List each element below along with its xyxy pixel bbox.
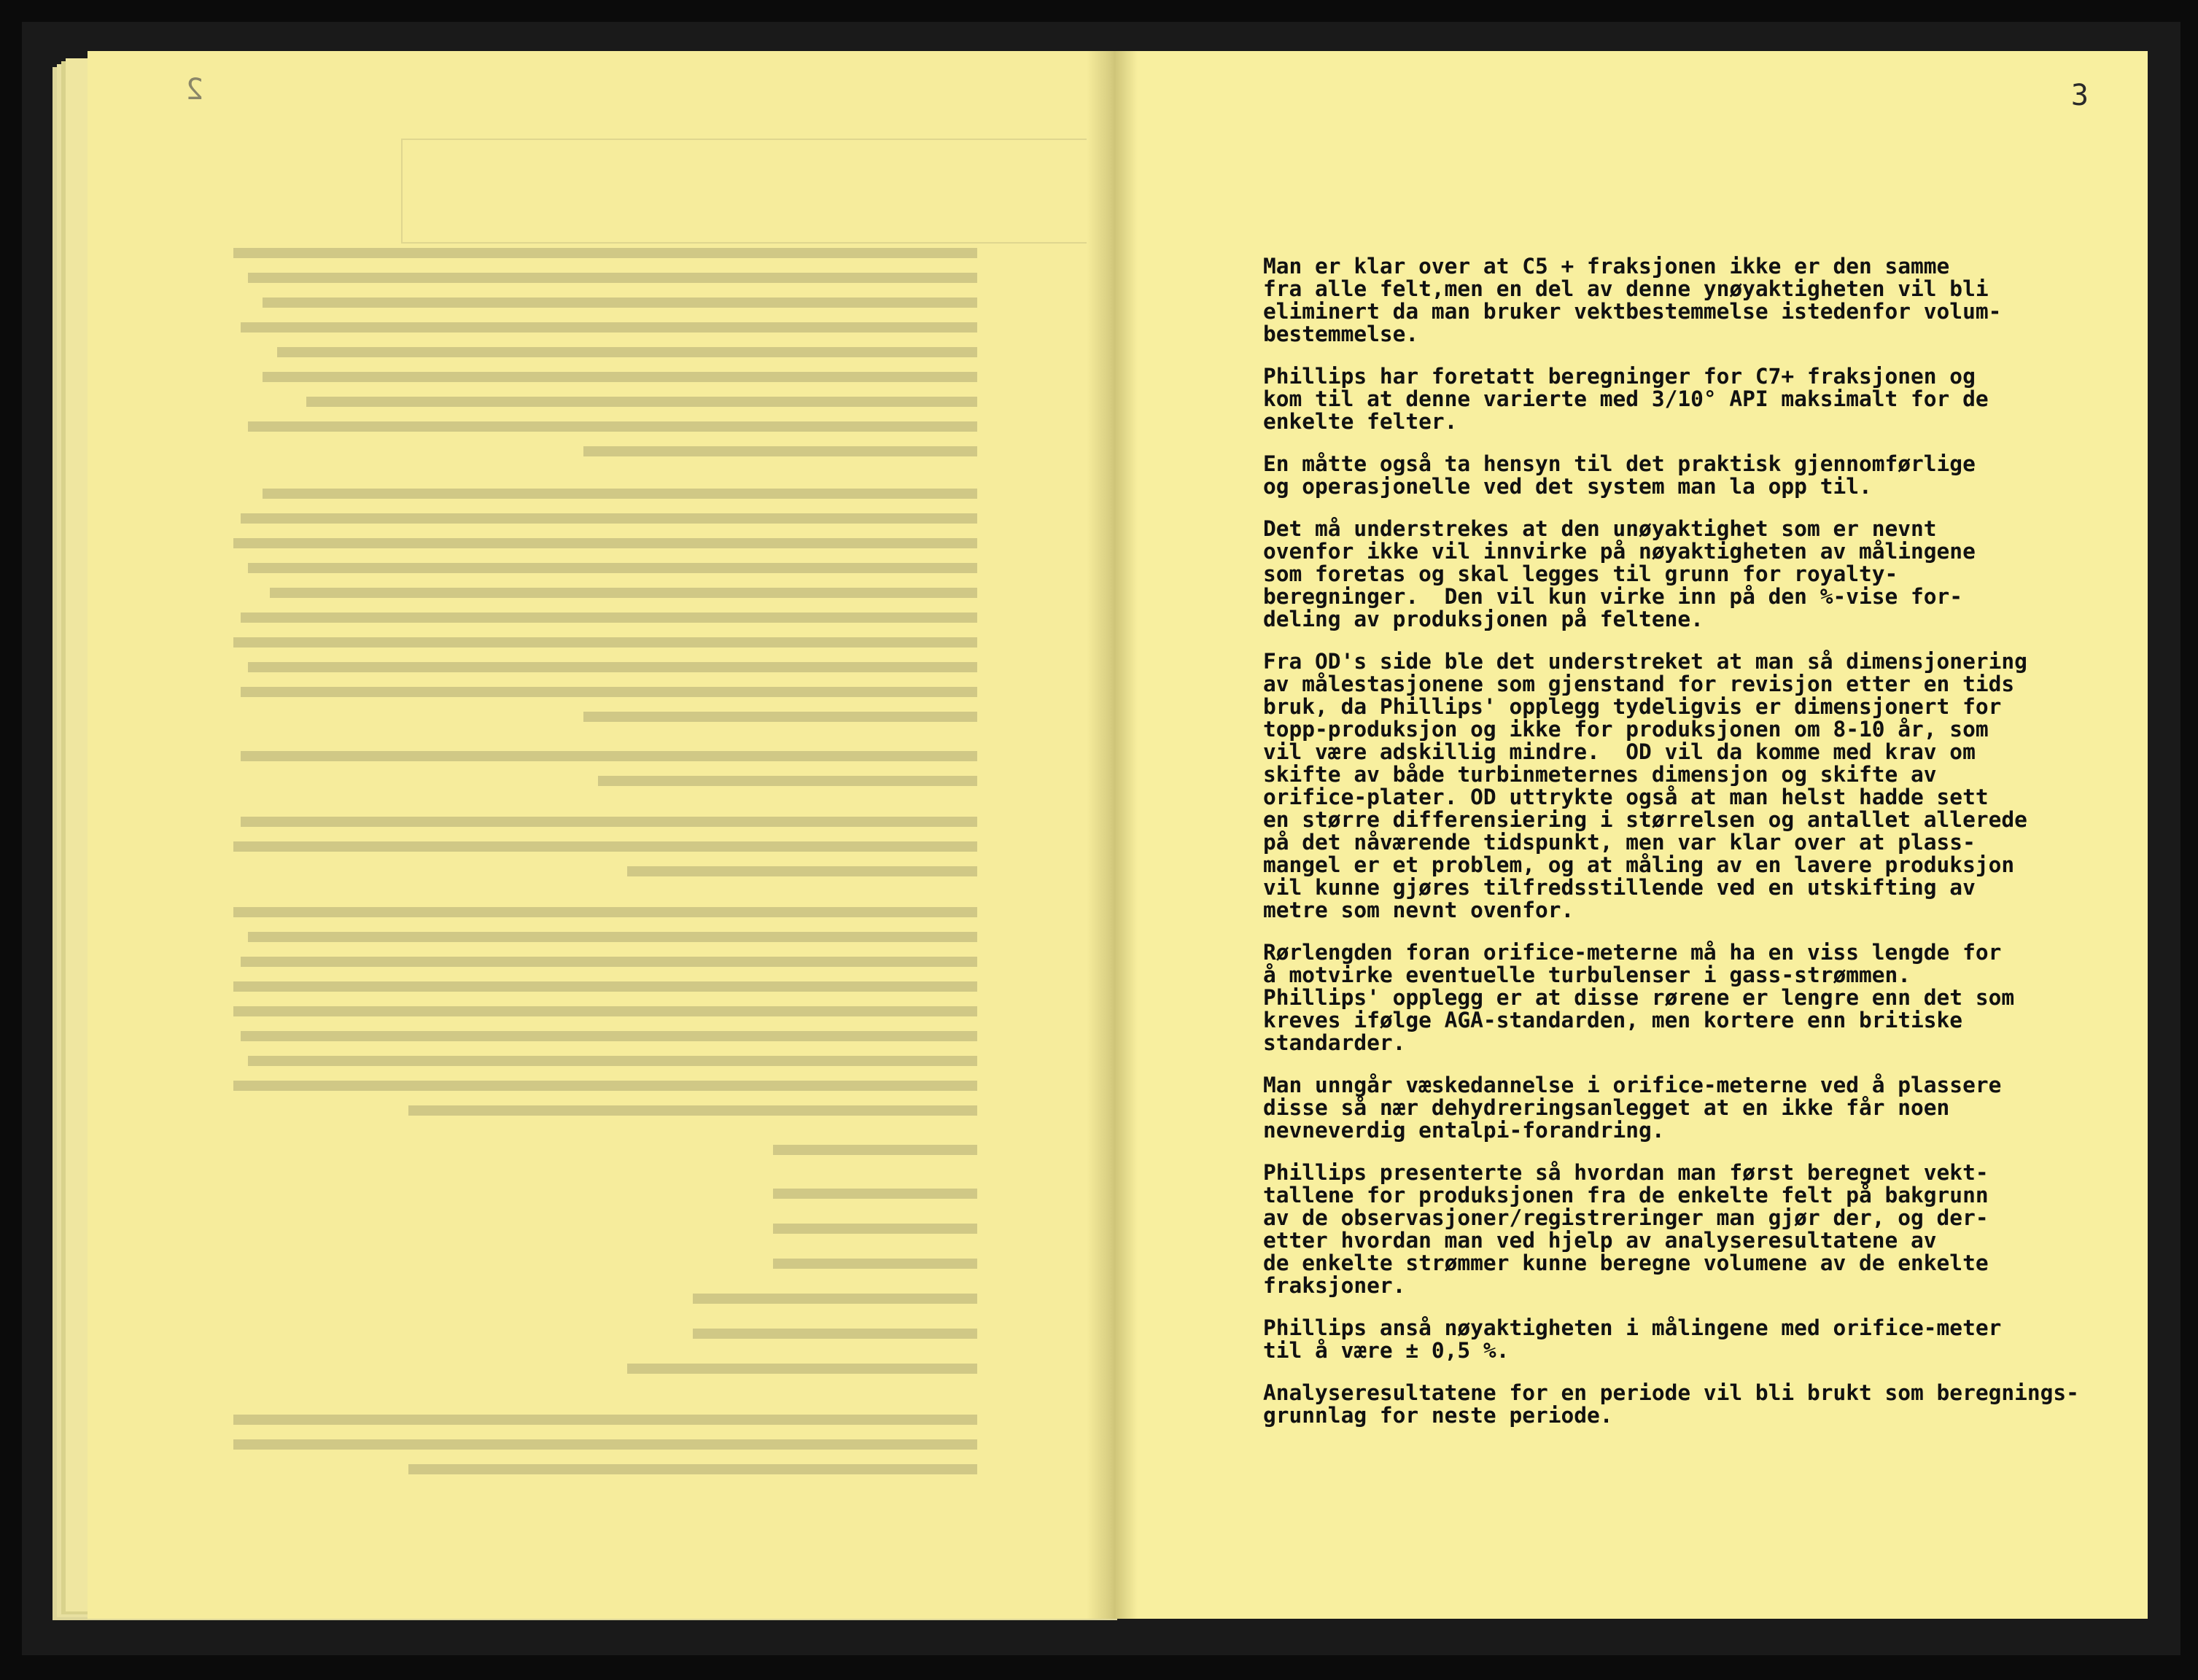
left-page-number: 2 bbox=[186, 73, 204, 106]
bleed-through-text bbox=[219, 241, 1006, 1495]
book-spine bbox=[1087, 51, 1138, 1619]
main-body-text bbox=[1263, 255, 2124, 1447]
paragraph: Analyseresultatene for en periode vil bli brukt som beregnings- grunnlag for neste periode. bbox=[1263, 1380, 2079, 1428]
paragraph: Rørlengden foran orifice-meterne må ha en viss lengde for å motvirke eventuelle turbulenser i gass-strømmen. bbox=[1263, 940, 2002, 987]
right-page-number: 3 bbox=[2070, 79, 2089, 112]
paragraph: Fra OD's side ble det understreket at man så dimensjonering av målestasjonene som gjenstand for revisjon etter en tids bruk, da Phillips' opplegg tydeligvis er dimensjonert for topp-produksjon og ikke for produksjonen om 8-10 år, som vil være adskillig mindre. OD vil da komme med krav om skifte av både turbinmeternes dimensjon og skifte av orifice-plater. OD uttrykte også at man helst hadde sett en større differensiering i størrelsen og antallet allerede på det nåværende tidspunkt, men var klar over at plass- mangel er et problem, og at måling av en lavere produksjon vil kunne gjøres tilfredsstillende ved en utskifting av metre som nevnt ovenfor. bbox=[1263, 649, 2027, 922]
paragraph: Phillips anså nøyaktigheten i målingene med orifice-meter til å være ± 0,5 %. bbox=[1263, 1315, 2002, 1363]
paragraph: Det må understrekes at den unøyaktighet som er nevnt ovenfor ikke vil innvirke på nøyaktigheten av målingene som foretas og skal legges til grunn for royalty- beregninger. Den vil kun virke inn på den %-vise for- deling av produksjonen på feltene. bbox=[1263, 516, 1976, 631]
paragraph: Man unngår væskedannelse i orifice-meterne ved å plassere disse så nær dehydreringsanlegget at en ikke får noen nevneverdig entalpi-forandring. bbox=[1263, 1073, 2002, 1143]
paragraph: Phillips' opplegg er at disse rørene er lengre enn det som kreves ifølge AGA-standarden, men kortere enn britiske standarder. bbox=[1263, 985, 2015, 1055]
paragraph: Man er klar over at C5 + fraksjonen ikke er den samme fra alle felt,men en del av denne ynøyaktigheten vil bli eliminert da man bruker vektbestemmelse istedenfor volum- bestemmelse. bbox=[1263, 254, 2002, 346]
paragraph: En måtte også ta hensyn til det praktisk gjennomførlige og operasjonelle ved det system man la opp til. bbox=[1263, 451, 1976, 499]
paragraph: Phillips presenterte så hvordan man først beregnet vekt- tallene for produksjonen fra de enkelte felt på bakgrunn av de observasjoner/registreringer man gjør der, og der- etter hvordan man ved hjelp av analyseresultatene av de enkelte strømmer kunne beregne volumene av de enkelte fraksjoner. bbox=[1263, 1160, 1989, 1298]
paragraph: Phillips har foretatt beregninger for C7+ fraksjonen og kom til at denne varierte med 3/10° API maksimalt for de enkelte felter. bbox=[1263, 364, 1989, 434]
